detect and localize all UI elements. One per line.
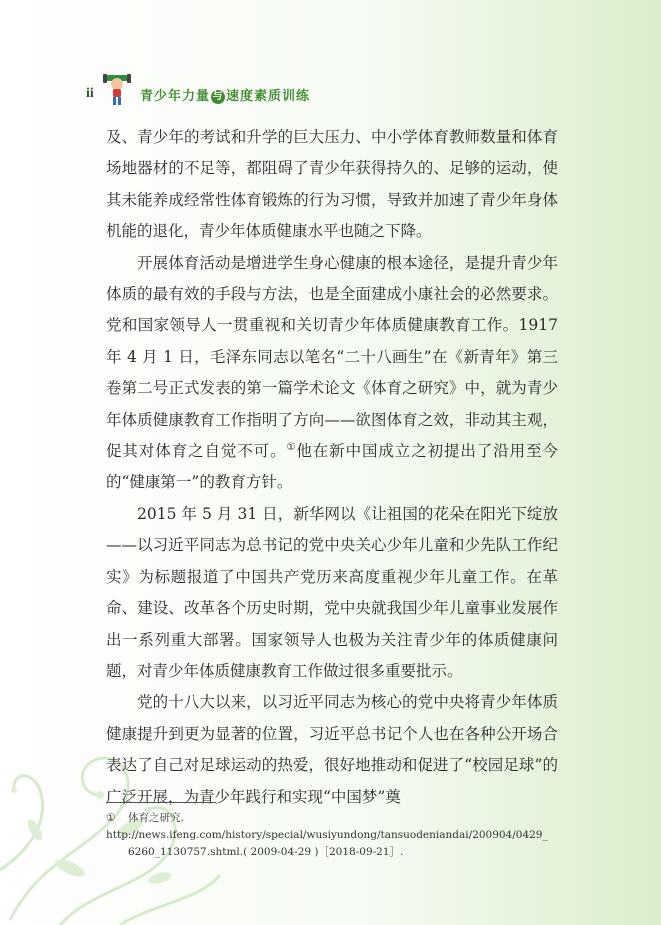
- footnote-divider: [106, 802, 216, 803]
- footnote: [106, 810, 561, 861]
- running-header: [86, 72, 416, 108]
- series-title-connector: 与: [212, 91, 224, 102]
- paragraph-1: 及、青少年的考试和升学的巨大压力、中小学体育教师数量和体育场地器材的不足等，都阻碍了青少年获得持久的、足够的运动，使其未能养成经常性体育锻炼的行为习惯，导致并加速了青少年身体机能的退化，青少年体质健康水平也随之下降。: [106, 128, 558, 241]
- body-text: [106, 122, 558, 813]
- footnote-text-line2: 6260_1130757.shtml.( 2009-04-29 )［2018-09-21］.: [128, 846, 404, 858]
- cartoon-kid-mascot-icon: [102, 72, 132, 108]
- paragraph-2: [106, 248, 558, 499]
- paragraph-2-text: 开展体育活动是增进学生身心健康的根本途径，是提升青少年体质的最有效的手段与方法，也是全面建成小康社会的必然要求。党和国家领导人一贯重视和关切青少年体质健康教育工作。1917 年 4 月 1 日，毛泽东同志以笔名“二十八画生”在《新青年》第三卷第二号正式发表的第一篇学术论文《体育之研究》中，就为青少年体质健康教育工作指明了方向——欲图体育之效，非动其主观，促其对体育之自觉不可。: [106, 253, 558, 461]
- page-number: ii: [86, 86, 94, 101]
- series-title-part2: 速度素质训练: [226, 89, 311, 104]
- paragraph-3: 2015 年 5 月 31 日，新华网以《让祖国的花朵在阳光下绽放——以习近平同志为总书记的党中央关心少年儿童和少先队工作纪实》为标题报道了中国共产党历来高度重视少年儿童工作。在革命、建设、改革各个历史时期，党中央就我国少年儿童事业发展作出一系列重大部署。国家领导人也极为关注青少年的体质健康问题，对青少年体质健康教育工作做过很多重要批示。: [106, 504, 558, 680]
- series-title-part1: 青少年力量: [140, 89, 211, 104]
- footnote-reference[interactable]: ①: [286, 441, 297, 453]
- paragraph-2-text-after: 他在新中国成立之初提出了沿用至今的“健康第一”的教育方针。: [106, 442, 558, 492]
- footnote-number: ①: [106, 812, 116, 824]
- series-title: [140, 85, 310, 104]
- paragraph-4: 党的十八大以来，以习近平同志为核心的党中央将青少年体质健康提升到更为显著的位置，习近平总书记个人也在各种公开场合表达了自己对足球运动的热爱，很好地推动和促进了“校园足球”的广泛开展，为青少年践行和实现“中国梦”奠: [106, 693, 558, 806]
- footnote-text-line1: 体育之研究. http://news.ifeng.com/history/special/wusiyundong/tansuodeniandai/200904/0429_: [106, 812, 548, 841]
